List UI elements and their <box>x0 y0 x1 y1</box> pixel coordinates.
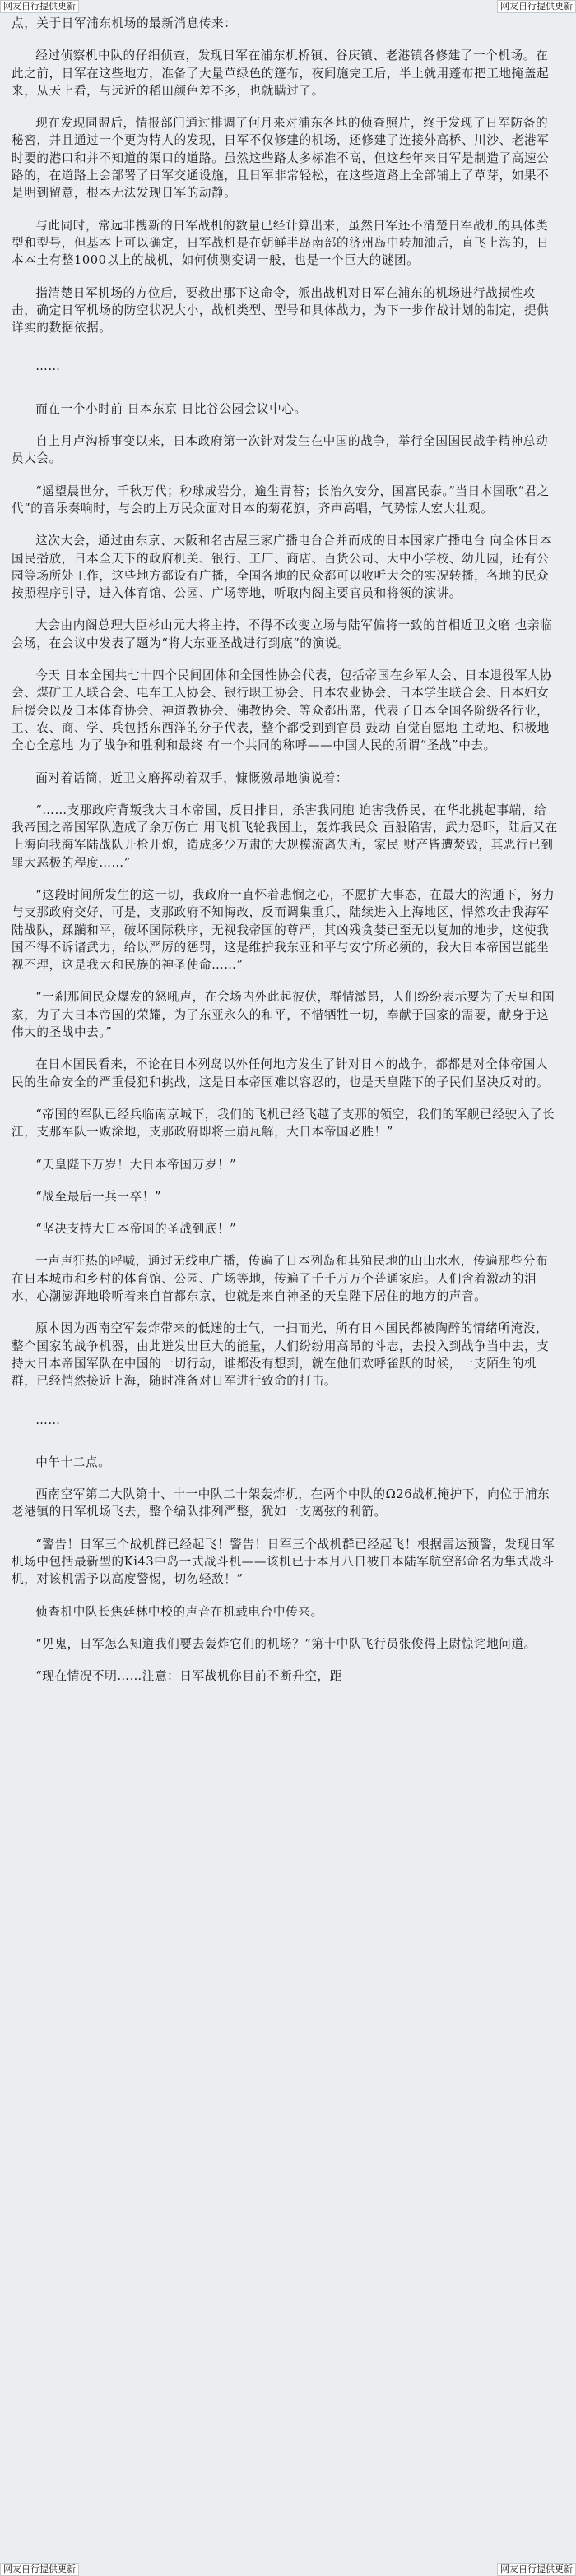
paragraph-2: 经过侦察机中队的仔细侦查，发现日军在浦东机桥镇、谷庆镇、老港镇各修建了一个机场。在此之前，日军在这些地方，准备了大量草绿色的篷布，夜间施完工后，半土就用蓬布把工地掩盖起来，从天上看，与远近的稻田颜色差不多，也就瞒过了。 <box>12 49 550 98</box>
paragraph-6: 而在一个小时前 日本东京 日比谷公园会议中心。 <box>35 401 307 416</box>
paragraph-12: 面对着话筒，近卫文磨挥动着双手，慷慨激昂地演说着： <box>35 770 349 785</box>
paragraph-7: 自上月卢沟桥事变以来，日本政府第一次针对发生在中国的战争，举行全国国民战争精神总动员大会。 <box>12 434 549 466</box>
paragraph-25: “警告！日军三个战机群已经起飞！警告！日军三个战机群已经起飞！根据雷达预警，发现日军机场中包括最新型的Ki43中岛一式战斗机——该机已于本月八日被日本陆军航空部命名为隼式战斗机，对该机需予以高度警惕，切勿轻敌！” <box>12 1537 555 1587</box>
paragraph-20: “坚决支持大日本帝国的圣战到底！” <box>35 1222 237 1237</box>
paragraph-3: 现在发现同盟后，情报部门通过排调了何月来对浦东各地的侦查照片，终于发现了日军防备的秘密，并且通过一个更为特人的发现，日军不仅修建的机场，还修建了连接外高桥、川沙、老港军时要的港口和并不知道的渠口的道路。虽然这些路太多标准不高，但这些年来日军是制造了高速公路的，在道路上会部署了日军交通设施，且日军非常轻松，在这些道路上全部铺上了草芽，如果不是明到留意，根本无法发现日军的动静。 <box>12 116 550 201</box>
paragraph-4: 与此同时，常远非搜新的日军战机的数量已经计算出来，虽然日军还不清楚日军战机的具体类型和型号，但基本上可以确定，日军战机是在朝鲜半岛南部的济州岛中转加油后，直飞上海的，日本本土有整1000以上的战机，如何侦测变调一般，也是一个巨大的谜团。 <box>12 218 550 268</box>
paragraph-1: 点，关于日军浦东机场的最新消息传来： <box>12 16 237 30</box>
paragraph-17: “帝国的军队已经兵临南京城下，我们的飞机已经飞越了支那的领空，我们的军舰已经驶入了长江，支那军队一败涂地，支那政府即将土崩瓦解，大日本帝国必胜！” <box>12 1107 555 1140</box>
top-left-watermark: 网友自行提供更新 <box>0 0 79 13</box>
paragraph-5: 指清楚日军机场的方位后，要救出那下这命令，派出战机对日军在浦东的机场进行战损性攻击，确定日军机场的防空状况大小，战机类型、型号和具体战力，为下一步作战计划的制定，提供详实的数据依据。 <box>12 285 550 335</box>
paragraph-8: “遥望晨世分，千秋万代；秒球成岩分，逾生青苔；长治久安分，国富民泰。”当日本国歌“君之代”的音乐奏响时，与会的上万民众面对日本的菊花旗，齐声高唱，气势惊人宏大壮观。 <box>12 483 550 516</box>
paragraph-15: “一刹那间民众爆发的怒吼声，在会场内外此起彼伏，群情激昂，人们纷纷表示要为了天皇和国家，为了大日本帝国的荣耀，为了东亚永久的和平，不惜牺牲一切，奉献于国家的需要，献身于这伟大的圣战中去。” <box>12 990 555 1040</box>
paragraph-13: “……支那政府背叛我大日本帝国，反日排日，杀害我同胞 迫害我侨民，在华北挑起事端，给我帝国之帝国军队造成了余万伤亡 用飞机飞轮我国土，轰炸我民众 百般陷害，武力恐吓，陆后又在上海向我海军陆战队开枪开炮，造成多少万肃的大规模流离失所，家民 财产皆遭焚毁，其恶行已到罪大恶极的程度……” <box>12 802 558 870</box>
paragraph-23: 中午十二点。 <box>35 1454 111 1469</box>
section-break-ellipsis-2: …… <box>35 1413 61 1427</box>
article-body <box>0 12 576 2563</box>
paragraph-27: “见鬼，日军怎么知道我们要去轰炸它们的机场？”第十中队飞行员张俊得上尉惊诧地问道。 <box>35 1636 537 1651</box>
paragraph-24: 西南空军第二大队第十、十一中队二十架轰炸机，在两个中队的Ω26战机掩护下，向位于浦东老港镇的日军机场飞去，整个编队排列严整，犹如一支离弦的利箭。 <box>12 1487 550 1519</box>
paragraph-11: 今天 日本全国共七十四个民间团体和全国性协会代表，包括帝国在乡军人会、日本退役军人协会、煤矿工人联合会、电车工人协会、银行职工协会、日本农业协会、日本学生联合会、日本妇女后援会以及日本体育协会、神道教协会、佛教协会、等众都出席，代表了日本全国各阶级各行业，工、农、商、学、兵包括东西洋的分子代表，整个都受到到官员 鼓动 自觉自愿地 主动地、积极地 全心全意地 为了战争和胜利和最终 有一个共同的称呼——中国人民的所谓“圣战”中去。 <box>12 668 553 753</box>
paragraph-10: 大会由内阁总理大臣杉山元大将主持，不得不改变立场与陆军偏将一致的首相近卫文磨 也亲临会场，在会议中发表了题为“将大东亚圣战进行到底”的演说。 <box>12 618 553 650</box>
bottom-left-watermark: 网友自行提供更新 <box>0 2563 79 2576</box>
paragraph-21: 一声声狂热的呼喊，通过无线电广播，传遍了日本列岛和其殖民地的山山水水，传遍那些分布在日本城市和乡村的体育馆、公园、广场等地，传遍了千千万万个普通家庭。人们含着激动的泪水，心潮澎湃地聆听着来自首都东京，也就是来自神圣的天皇陛下居住的地方的声音。 <box>12 1254 549 1304</box>
paragraph-14: “这段时间所发生的这一切，我政府一直怀着悲悯之心，不愿扩大事态，在最大的沟通下，努力与支那政府交好，可是，支那政府不知悔改，反而调集重兵，陆续进入上海地区，悍然攻击我海军陆战队，蹂躏和平，破坏国际秩序，无视我帝国的尊严，其凶残贪婪已至无以复加的地步，这使我国不得不诉诸武力，给以严厉的惩罚，这是维护我东亚和平与安宁所必须的，我大日本帝国岂能坐视不理，这是我大和民族的神圣使命……” <box>12 887 555 973</box>
top-right-watermark: 网友自行提供更新 <box>497 0 576 13</box>
paragraph-9: 这次大会，通过由东京、大阪和名古屋三家广播电台合并而成的日本国家广播电台 向全体日本国民播放，日本全天下的政府机关、银行、工厂、商店、百货公司、大中小学校、幼儿园，还有公园等场所处工作，这些地方都设有广播，全国各地的民众都可以收听大会的实况转播，各地的民众按照程序引导，进入体育馆、公园、广场等地，听取内阁主要官员和将领的演讲。 <box>12 534 553 601</box>
section-break-ellipsis: …… <box>35 359 61 374</box>
top-watermark-bar <box>0 0 576 12</box>
bottom-right-watermark: 网友自行提供更新 <box>497 2563 576 2576</box>
paragraph-28: “现在情况不明……注意：日军战机你目前不断升空，距 <box>35 1669 342 1684</box>
paragraph-22: 原本因为西南空军轰炸带来的低迷的士气，一扫而光，所有日本国民都被陶醉的情绪所淹没，整个国家的战争机器，由此迸发出巨大的能量，人们纷纷用高昂的斗志，去投入到战争当中去，支持大日本帝国军队在中国的一切行动，谁都没有想到，就在他们欢呼雀跃的时候，一支陌生的机群，已经悄然接近上海，随时准备对日军进行致命的打击。 <box>12 1321 550 1389</box>
bottom-watermark-bar <box>0 2563 576 2574</box>
paragraph-16: 在日本国民看来，不论在日本列岛以外任何地方发生了针对日本的战争，都都是对全体帝国人民的生命安全的严重侵犯和挑战，这是日本帝国难以容忍的，也是天皇陛下的子民们坚决反对的。 <box>12 1057 550 1089</box>
paragraph-19: “战至最后一兵一卒！” <box>35 1189 162 1204</box>
paragraph-18: “天皇陛下万岁！大日本帝国万岁！” <box>35 1157 237 1172</box>
paragraph-26: 侦查机中队长焦廷林中校的声音在机载电台中传来。 <box>35 1604 323 1619</box>
